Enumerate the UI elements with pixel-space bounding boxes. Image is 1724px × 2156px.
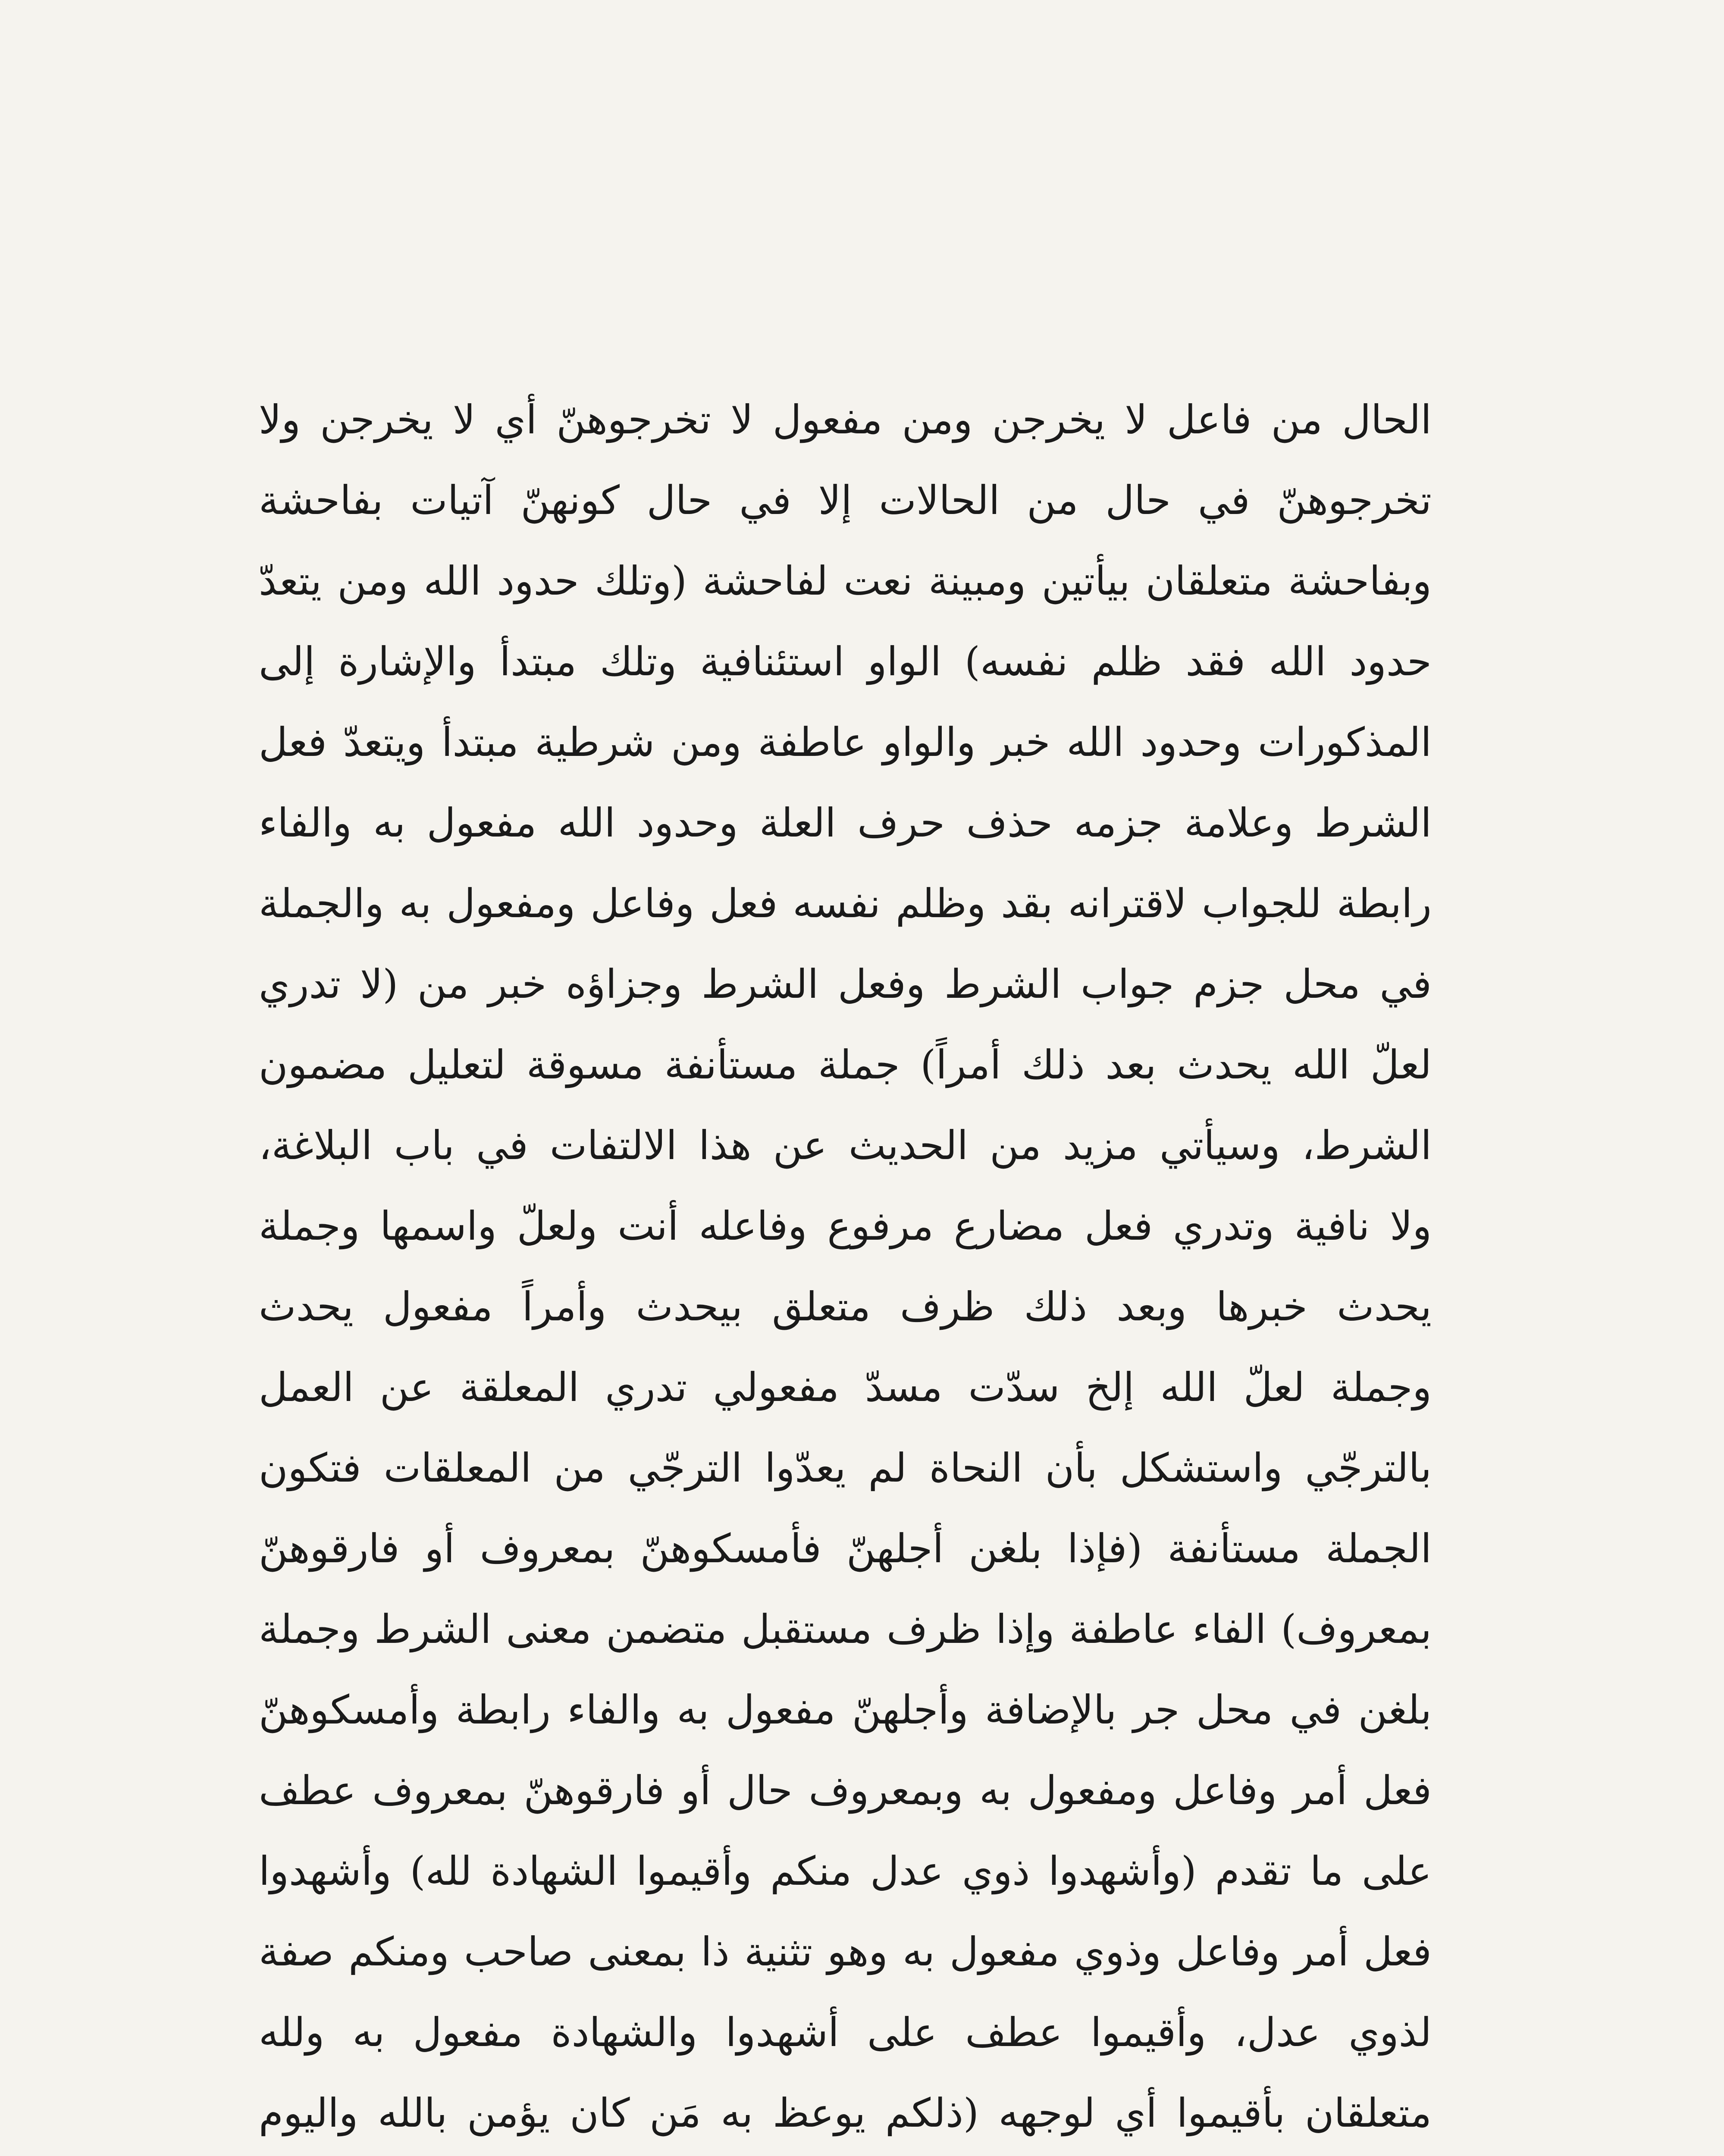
text-line: فعل أمر وفاعل ومفعول به وبمعروف حال أو فارقوهنّ بمعروف عطف xyxy=(259,1767,1432,1814)
text-line: وبفاحشة متعلقان بيأتين ومبينة نعت لفاحشة (وتلك حدود الله ومن يتعدّ xyxy=(259,558,1432,604)
text-line: المذكورات وحدود الله خبر والواو عاطفة ومن شرطية مبتدأ ويتعدّ فعل xyxy=(259,719,1432,765)
text-line: بلغن في محل جر بالإضافة وأجلهنّ مفعول به والفاء رابطة وأمسكوهنّ xyxy=(259,1687,1432,1733)
text-line: ولا نافية وتدري فعل مضارع مرفوع وفاعله أنت ولعلّ واسمها وجملة xyxy=(259,1203,1432,1249)
text-line: وجملة لعلّ الله إلخ سدّت مسدّ مفعولي تدري المعلقة عن العمل xyxy=(259,1364,1432,1410)
text-line: الشرط، وسيأتي مزيد من الحديث عن هذا الالتفات في باب البلاغة، xyxy=(259,1122,1432,1169)
text-line: لذوي عدل، وأقيموا عطف على أشهدوا والشهادة مفعول به ولله xyxy=(259,2009,1432,2056)
body-text xyxy=(259,379,1432,2156)
text-line: متعلقان بأقيموا أي لوجهه (ذلكم يوعظ به مَن كان يؤمن بالله واليوم xyxy=(259,2090,1432,2136)
text-line: لعلّ الله يحدث بعد ذلك أمراً) جملة مستأنفة مسوقة لتعليل مضمون xyxy=(259,1042,1432,1088)
text-line: رابطة للجواب لاقترانه بقد وظلم نفسه فعل وفاعل ومفعول به والجملة xyxy=(259,881,1432,927)
text-line: على ما تقدم (وأشهدوا ذوي عدل منكم وأقيموا الشهادة لله) وأشهدوا xyxy=(259,1848,1432,1894)
text-line: الشرط وعلامة جزمه حذف حرف العلة وحدود الله مفعول به والفاء xyxy=(259,800,1432,846)
text-line xyxy=(259,2153,1432,2156)
text-line: يحدث خبرها وبعد ذلك ظرف متعلق بيحدث وأمراً مفعول يحدث xyxy=(259,1284,1432,1330)
text-line: الحال من فاعل لا يخرجن ومن مفعول لا تخرجوهنّ أي لا يخرجن ولا xyxy=(259,397,1432,443)
text-line: الجملة مستأنفة (فإذا بلغن أجلهنّ فأمسكوهنّ بمعروف أو فارقوهنّ xyxy=(259,1526,1432,1572)
text-line: بالترجّي واستشكل بأن النحاة لم يعدّوا الترجّي من المعلقات فتكون xyxy=(259,1445,1432,1491)
text-line: حدود الله فقد ظلم نفسه) الواو استئنافية وتلك مبتدأ والإشارة إلى xyxy=(259,639,1432,685)
text-line: تخرجوهنّ في حال من الحالات إلا في حال كونهنّ آتيات بفاحشة xyxy=(259,477,1432,523)
text-line: فعل أمر وفاعل وذوي مفعول به وهو تثنية ذا بمعنى صاحب ومنكم صفة xyxy=(259,1929,1432,1975)
text-line: بمعروف) الفاء عاطفة وإذا ظرف مستقبل متضمن معنى الشرط وجملة xyxy=(259,1606,1432,1652)
text-line: في محل جزم جواب الشرط وفعل الشرط وجزاؤه خبر من (لا تدري xyxy=(259,961,1432,1007)
